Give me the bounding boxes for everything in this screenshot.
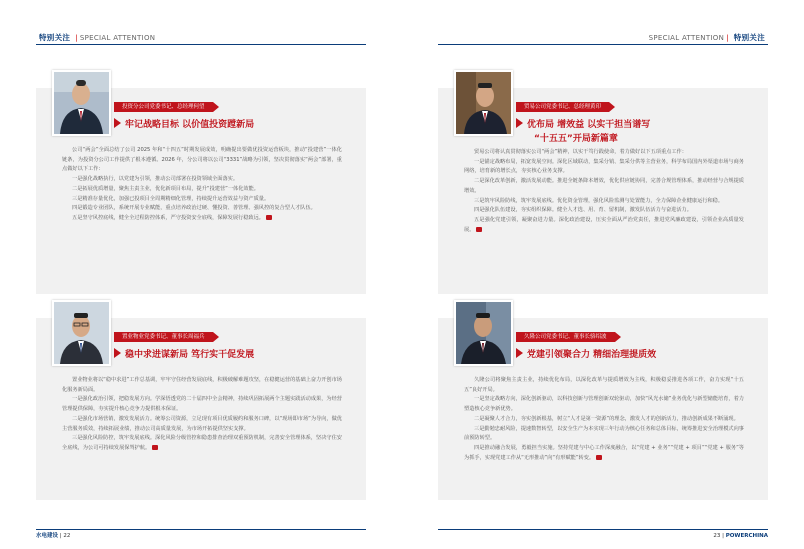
header-title-cn: 特别关注 (39, 33, 71, 42)
article-body: 公司“两会”全面总结了公司 2025 年和“十四五”时期发展成效，明确提出要做优投资运营板块，推动“投建营”一体化链条，为投资分公司工作提供了根本遵循。2026 年，分公司将以公司“3331”战略为引领，坚决贯彻落实“两会”部署，重点做好以下工作： 一是强化战略执行，以党建为引领，推动公司部署在投资领域全面落实。 二是拓展优质增量，聚焦主责主业，优化新项目布局，提升“投建营”一体化效能。 三是精准存量优化，加强已投项目全周期精细化管理，持续提升运营效益与资产质量。 四是锻造专业团队，系统开展专业赋能，重点培养政治过硬、懂投资、善管理、强风控的复合型人才队伍。 五是坚守风控底线，健全全过程防控体系，严守投资安全底线，保障发展行稳致远。 (62, 147, 342, 221)
footer-rule (438, 529, 768, 530)
author-photo (454, 300, 513, 366)
header-title-en: SPECIAL ATTENTION (648, 34, 725, 42)
title-arrow-icon (114, 118, 121, 128)
end-mark-icon (596, 455, 602, 460)
end-mark-icon (152, 445, 158, 450)
article-title: 党建引领聚合力 精细治理提质效 (516, 348, 656, 361)
article-title-line2: “十五五”开局新篇章 (534, 134, 618, 144)
article-body: 贸易公司将认真贯彻落实公司“两会”精神，以实干笃行践使命，着力做好以下五项重点工作： 一是锚定战略布局，拓宽发展空间。深化区域联动，集采分销、集采分供等主营业务，科学布局国内外渠道市场与商务网络，培育新的增长点，夯实核心业务支撑。 二是深化改革创新，激活发展动能。推进全链条降本增效，优化供应链协同，完善合规管理体系，推动经营与合规提质增效。 三是筑牢风险防线，筑牢发展底线。优化资金管理，强化风险监测与处置能力，全力保障企业健康运行和稳。 四是强化队伍建设，夯实组织保障。健全人才选、用、育、留机制，激发队伍活力与奋进活力。 五是强化党建引领，凝聚奋进力量。深化政治建设，压实全面从严治党责任，推进党风廉政建设，引领企业高质量发展。 (464, 149, 744, 233)
right-header: SPECIAL ATTENTION | 特别关注 (648, 33, 765, 42)
header-title-cn: 特别关注 (733, 33, 765, 42)
article-card (438, 88, 768, 294)
footer-rule (36, 529, 366, 530)
left-footer: 水电建设 | 22 (36, 533, 71, 539)
right-footer: 23 | POWERCHINA (713, 533, 768, 539)
left-header: 特别关注 | SPECIAL ATTENTION (39, 33, 156, 42)
end-mark-icon (266, 215, 272, 220)
page-number: 22 (63, 533, 71, 539)
header-rule (438, 44, 768, 45)
author-badge: 久隆公司党委书记、董事长骆绍波 (516, 332, 615, 342)
header-title-en: SPECIAL ATTENTION (79, 34, 156, 42)
author-photo (52, 70, 111, 136)
article-card (36, 318, 366, 500)
article-card (36, 88, 366, 294)
title-arrow-icon (516, 118, 523, 128)
author-badge: 贸易公司党委书记、总经理黄印 (516, 102, 609, 112)
author-badge: 投资分公司党委书记、总经理何望 (114, 102, 213, 112)
article-title: 牢记战略目标 以价值投资蹚新局 (114, 118, 254, 131)
right-page (402, 0, 804, 549)
article-title: 优布局 增效益 以实干担当谱写 (516, 118, 650, 131)
footer-brand: 水电建设 (36, 533, 59, 539)
page-number: 23 (713, 533, 721, 539)
article-body: 置业物业将以“稳中求进”工作总基调，牢牢守住经营发展底线，积极破解难题攻坚，在稳健运营的基础上奋力开创市场化服务新局面。 一是强化政治引领，把稳发展方向。学深悟透党的二十届四中全会精神，持续巩固拓展两个主题实践活动成果，为经营管理提供保障，夯实提升核心竞争力提供根本保证。 二是强化市场营销，激发发展活力。统筹公司资源，立足现有项目优质履约和服务口碑，以“现场即市场”为导向，做优主营服务质效，持续拓展业绩，推动公司高质量发展，为市场开拓提供坚实支撑。 三是强化风险防控，筑牢发展底线。深化风险分级管控和隐患排查治理双重预防机制，完善安全管理体系，坚决守住安全底线，为公司可持续发展保驾护航。 (62, 377, 342, 451)
author-photo (454, 70, 513, 136)
end-mark-icon (476, 227, 482, 232)
author-badge: 置业物业党委书记、董事长周福兵 (114, 332, 213, 342)
article-body: 久隆公司将聚焦主责主业，持续优化布局，以深化改革与提质增效为主线，积极稳妥推进各项工作，奋力实现“十五五”良好开局。 一是坚定战略方向，深化创新驱动，以科技创新与管理创新双轮驱动，加快“风光水储”业务优化与新型储能培育，着力塑造核心竞争新优势。 二是凝聚人才合力，夯实创新根基，树立“人才是第一资源”的理念，激发人才的创新活力，推动创新成果不断涌现。 三是勤勉忠耐风险，提速数智转型，以安全生产为本实现三年行动为核心任务和总体目标，统筹推进安全治理模式向事前预防转型。 四是推动融合发展，勇毅担当实施。坚持党建与中心工作深度融合，以“党建 + 业务”“党建 + 项目”“党建 + 服务”等为抓手，实现党建工作从“无形推动”向“有形赋能”转变。 (464, 377, 744, 461)
title-arrow-icon (516, 348, 523, 358)
author-photo (52, 300, 111, 366)
article-card (438, 318, 768, 500)
footer-brand: POWERCHINA (725, 533, 768, 539)
header-rule (36, 44, 366, 45)
article-title: 稳中求进谋新局 笃行实干促发展 (114, 348, 254, 361)
title-arrow-icon (114, 348, 121, 358)
